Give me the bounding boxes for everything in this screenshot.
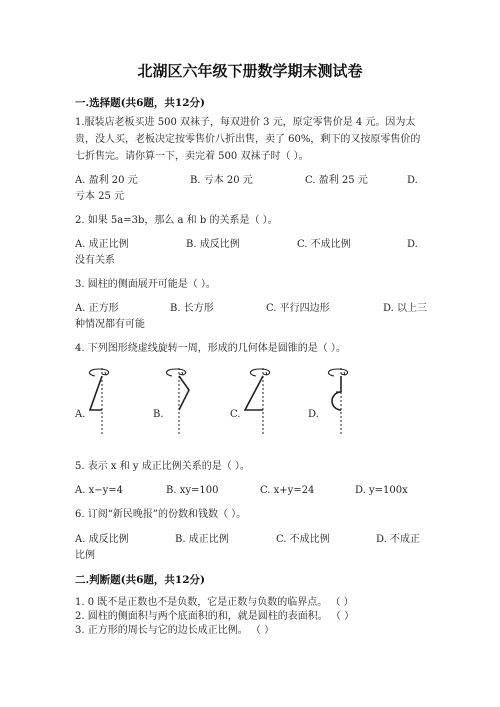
figure-a-shape	[75, 362, 145, 438]
q2-option-c: C. 不成比例	[297, 239, 351, 250]
q4-figure-d	[308, 362, 378, 438]
q6-option-a: A. 成反比例	[75, 534, 129, 545]
q5-text: 5. 表示 x 和 y 成正比例关系的是（ ）。	[75, 461, 250, 472]
q5-option-c: C. x+y=24	[260, 485, 315, 496]
q1-line-2: 贵，没人买，老板决定按零售价八折出售，卖了 60%，剩下的又按原零售价的	[75, 134, 421, 145]
page-title: 北湖区六年级下册数学期末测试卷	[137, 62, 363, 80]
q1-option-a: A. 盈利 20 元	[75, 175, 138, 186]
q6-option-b: B. 成正比例	[175, 534, 229, 545]
q1-option-c: C. 盈利 25 元	[305, 175, 368, 186]
judge-item-3: 3. 正方形的周长与它的边长成正比例。 （ ）	[75, 625, 275, 636]
figure-d-shape	[308, 362, 378, 438]
q4-figure-b	[153, 362, 223, 438]
q2-text: 2. 如果 5a=3b，那么 a 和 b 的关系是（ ）。	[75, 215, 278, 226]
figure-c-label: C.	[230, 409, 241, 420]
q3-option-d-wrap: 种情况都有可能	[75, 319, 145, 330]
figure-d-label: D.	[308, 409, 319, 420]
q5-option-d: D. y=100x	[355, 485, 408, 496]
figure-a-label: A.	[75, 409, 86, 420]
figure-b-shape	[153, 362, 223, 438]
q2-option-a: A. 成正比例	[75, 239, 129, 250]
q3-text: 3. 圆柱的侧面展开可能是（ ）。	[75, 279, 216, 290]
q3-option-b: B. 长方形	[170, 303, 214, 314]
q6-option-d-wrap: 比例	[75, 550, 95, 561]
q3-option-a: A. 正方形	[75, 303, 119, 314]
section-1-heading: 一.选择题(共6题，共12分)	[75, 97, 206, 109]
section-2-heading: 二.判断题(共6题，共12分)	[75, 574, 206, 586]
q5-option-b: B. xy=100	[166, 485, 219, 496]
figure-c-shape	[230, 362, 300, 438]
q2-option-d: D.	[407, 239, 418, 250]
q1-option-b: B. 亏本 20 元	[190, 175, 253, 186]
q3-option-d: D. 以上三	[383, 303, 428, 314]
judge-item-2: 2. 圆柱的侧面积与两个底面积的和，就是圆柱的表面积。 （ ）	[75, 611, 355, 622]
q4-figure-c	[230, 362, 300, 438]
q4-text: 4. 下列图形绕虚线旋转一周，形成的几何体是圆锥的是（ ）。	[75, 343, 346, 354]
q2-option-b: B. 成反比例	[186, 239, 240, 250]
q4-figure-a	[75, 362, 145, 438]
q2-option-d-wrap: 没有关系	[75, 255, 115, 266]
q3-option-c: C. 平行四边形	[266, 303, 330, 314]
judge-item-1: 1. 0 既不是正数也不是负数，它是正数与负数的临界点。 （ ）	[75, 597, 354, 608]
q5-option-a: A. x−y=4	[75, 485, 123, 496]
q6-option-c: C. 不成比例	[276, 534, 330, 545]
q1-option-d-wrap: 亏本 25 元	[75, 191, 125, 202]
q6-option-d: D. 不成正	[376, 534, 421, 545]
q6-text: 6. 订阅“新民晚报”的份数和钱数（ ）。	[75, 509, 247, 520]
q1-option-d: D.	[407, 175, 418, 186]
q1-line-1: 1.服装店老板买进 500 双袜子，每双进价 3 元，原定零售价是 4 元。因为太	[75, 117, 416, 128]
q1-line-3: 七折售完。请你算一下，卖完着 500 双袜子时（ ）。	[75, 151, 309, 162]
figure-b-label: B.	[153, 409, 164, 420]
